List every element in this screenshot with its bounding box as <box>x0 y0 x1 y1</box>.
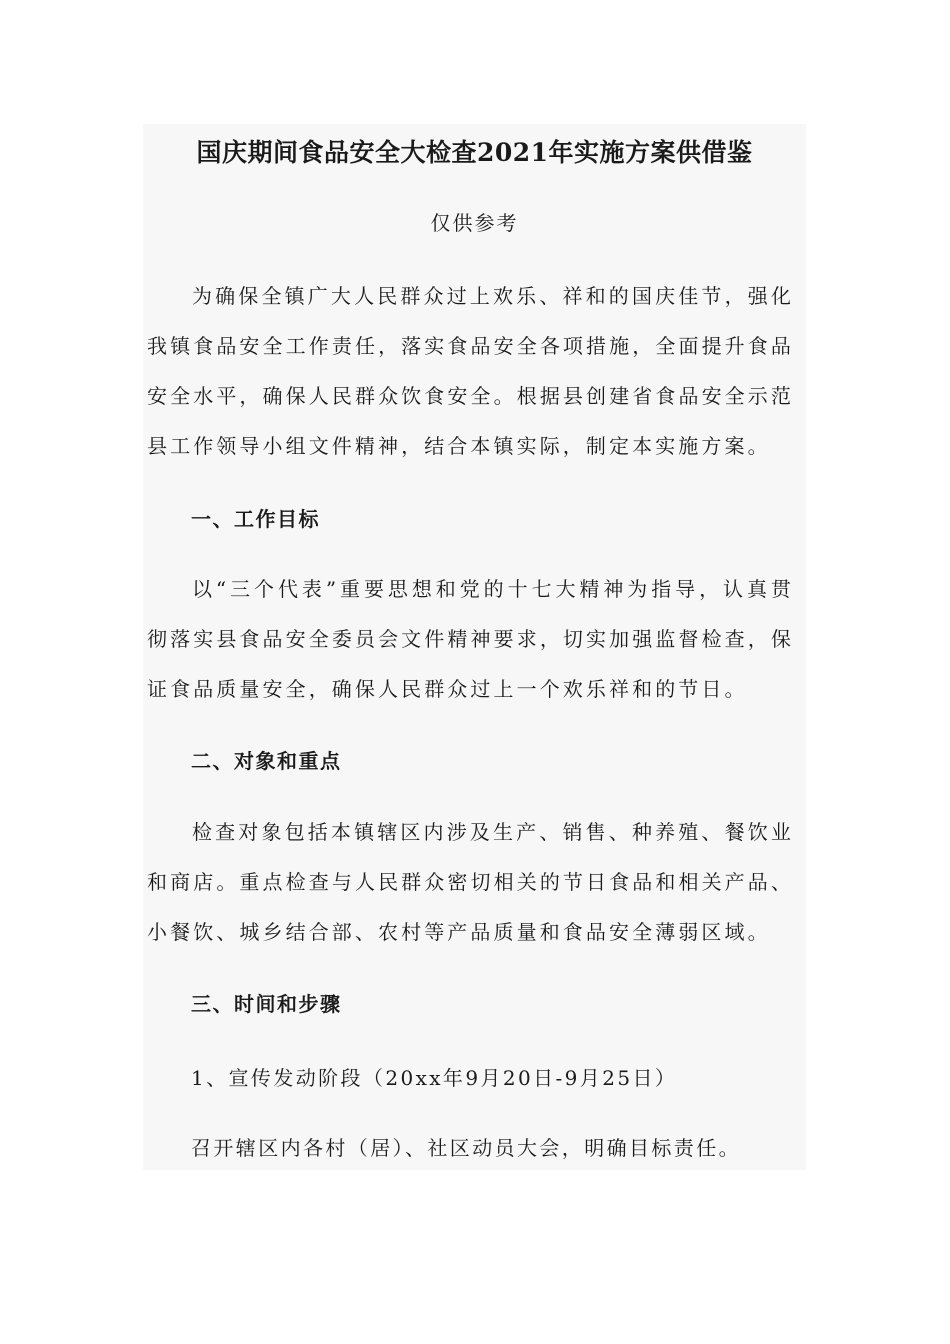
section-heading-goals: 一、工作目标 <box>191 507 320 531</box>
section-heading-targets: 二、对象和重点 <box>191 749 342 773</box>
intro-paragraph: 为确保全镇广大人民群众过上欢乐、祥和的国庆佳节，强化我镇食品安全工作责任，落实食品安全各项措施，全面提升食品安全水平，确保人民群众饮食安全。根据县创建省食品安全示范县工作领导小组文件精神，结合本镇实际，制定本实施方案。 <box>147 284 794 458</box>
section-body-targets: 检查对象包括本镇辖区内涉及生产、销售、种养殖、餐饮业和商店。重点检查与人民群众密切相关的节日食品和相关产品、小餐饮、城乡结合部、农村等产品质量和食品安全薄弱区域。 <box>147 820 794 944</box>
section-heading-schedule: 三、时间和步骤 <box>191 992 342 1016</box>
section-body-goals: 以“三个代表”重要思想和党的十七大精神为指导，认真贯彻落实县食品安全委员会文件精神要求，切实加强监督检查，保证食品质量安全，确保人民群众过上一个欢乐祥和的节日。 <box>147 577 794 701</box>
document-title: 国庆期间食品安全大检查2021年实施方案供借鉴 <box>196 138 753 167</box>
document-page <box>143 124 806 1170</box>
document-subtitle: 仅供参考 <box>430 211 519 235</box>
schedule-step-1-body: 召开辖区内各村（居）、社区动员大会，明确目标责任。 <box>191 1136 741 1160</box>
schedule-step-1: 1、宣传发动阶段（20xx年9月20日-9月25日） <box>191 1066 678 1090</box>
